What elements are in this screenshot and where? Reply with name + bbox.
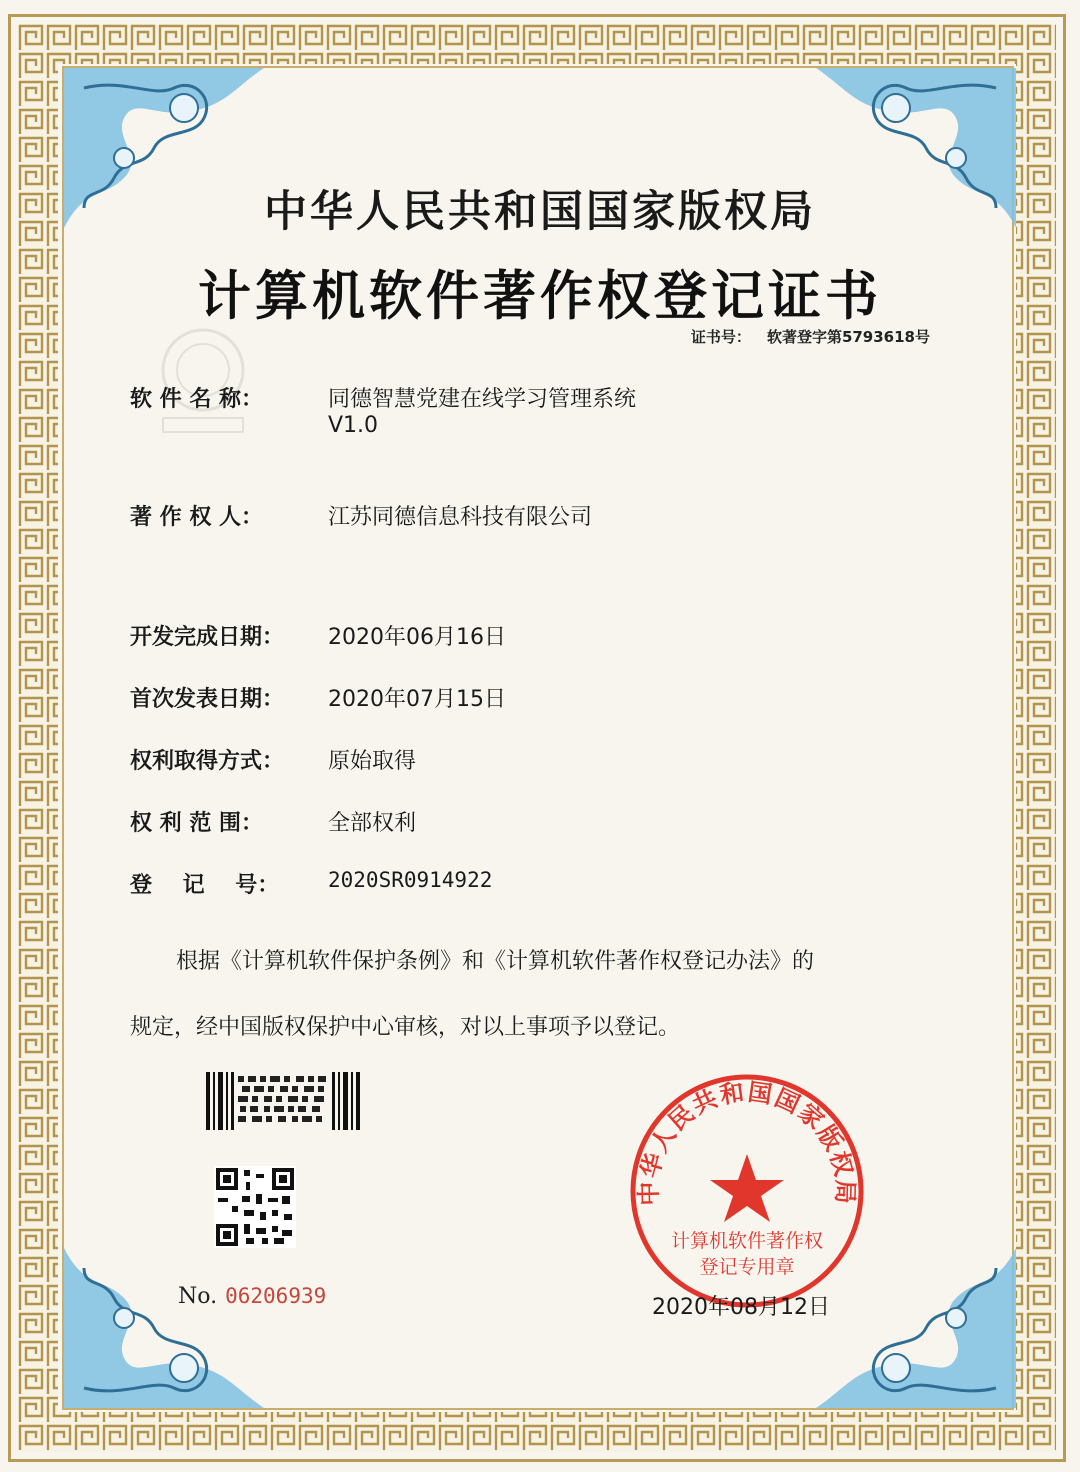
field-acquire (130, 744, 416, 775)
scope-value: 全部权利 (328, 811, 417, 836)
certificate-number (691, 326, 930, 347)
owner-label: 著 作 权 人： (130, 505, 263, 530)
star-icon (710, 1154, 784, 1222)
barcode (206, 1072, 362, 1130)
seal-inner-line2: 登记专用章 (699, 1256, 795, 1278)
statement-line2: 规定，经中国版权保护中心审核，对以上事项予以登记。 (130, 1015, 681, 1040)
certificate-title: 计算机软件著作权登记证书 (198, 265, 882, 327)
field-owner (130, 500, 592, 531)
acquire-label: 权利取得方式： (130, 749, 285, 774)
serial-number-value: 06206939 (225, 1284, 327, 1308)
scope-label: 权 利 范 围： (130, 811, 263, 836)
reg-label: 登 记 号： (130, 873, 280, 898)
field-registration (130, 868, 492, 899)
statement-line1: 根据《计算机软件保护条例》和《计算机软件著作权登记办法》的 (176, 949, 815, 974)
official-seal (628, 1072, 866, 1310)
field-scope (130, 806, 416, 837)
issuing-authority: 中华人民共和国国家版权局 (264, 187, 816, 237)
qr-code (214, 1166, 296, 1248)
serial-number (178, 1284, 326, 1309)
software-name-value (328, 382, 636, 438)
reg-value: 2020SR0914922 (328, 868, 493, 892)
field-software-name (130, 382, 636, 438)
pub-date-value: 2020年07月15日 (328, 687, 506, 712)
field-dev-date (130, 620, 506, 651)
serial-number-label: No. (178, 1284, 218, 1309)
owner-value: 江苏同德信息科技有限公司 (328, 505, 593, 530)
software-name-line1: 同德智慧党建在线学习管理系统 (328, 387, 637, 412)
field-pub-date (130, 682, 506, 713)
dev-date-value: 2020年06月16日 (328, 625, 506, 650)
seal-inner-line1: 计算机软件著作权 (670, 1230, 824, 1252)
acquire-value: 原始取得 (328, 749, 417, 774)
cert-no-label: 证书号： (690, 328, 751, 346)
pub-date-label: 首次发表日期： (130, 687, 285, 712)
dev-date-label: 开发完成日期： (130, 625, 285, 650)
seal-ring-text: 中华人民共和国国家版权局 (634, 1077, 860, 1207)
cert-no-value: 软著登字第5793618号 (766, 328, 930, 346)
software-name-line2: V1.0 (328, 413, 379, 438)
issue-date: 2020年08月12日 (652, 1295, 830, 1320)
software-name-label: 软 件 名 称： (130, 387, 263, 412)
